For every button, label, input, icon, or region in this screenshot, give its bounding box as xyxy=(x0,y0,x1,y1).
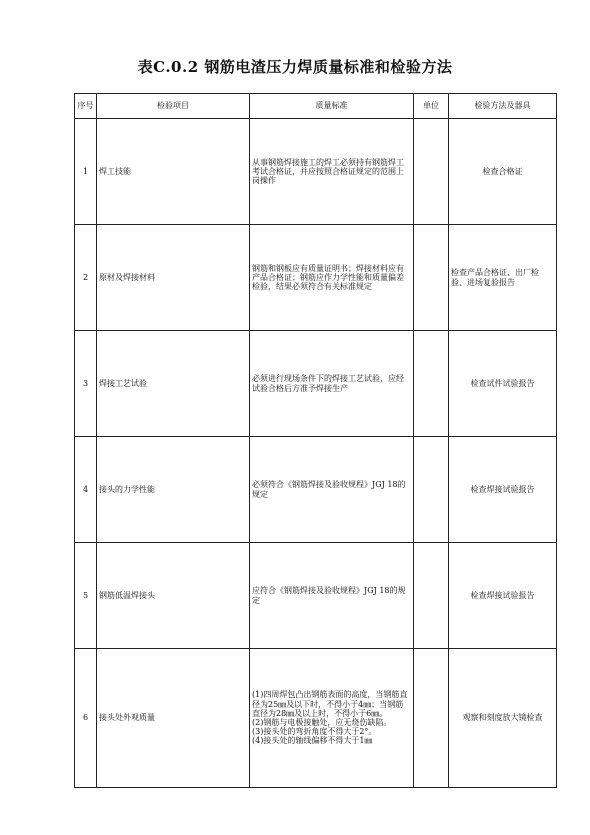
row-unit xyxy=(414,331,449,437)
row-item: 接头处外观质量 xyxy=(97,649,250,788)
table-row xyxy=(75,119,557,225)
row-unit xyxy=(414,649,449,788)
row-unit xyxy=(414,119,449,225)
row-standard: 钢筋和钢板应有质量证明书；焊接材料应有产品合格证；钢筋应作力学性能和质量偏差检验，结果必须符合有关标准规定 xyxy=(250,225,414,331)
row-item: 焊接工艺试验 xyxy=(97,331,250,437)
row-standard: 应符合《钢筋焊接及验收规程》JGJ 18的规定 xyxy=(250,543,414,649)
row-standard: 必须符合《钢筋焊接及验收规程》JGJ 18的规定 xyxy=(250,437,414,543)
row-item: 接头的力学性能 xyxy=(97,437,250,543)
row-item: 钢筋低温焊接头 xyxy=(97,543,250,649)
row-no: 1 xyxy=(75,119,97,225)
row-item: 原材及焊接材料 xyxy=(97,225,250,331)
table-title: 表C.0.2 钢筋电渣压力焊质量标准和检验方法 xyxy=(137,58,453,76)
row-standard xyxy=(250,649,414,788)
header-unit: 单位 xyxy=(414,94,449,119)
row-method: 检查产品合格证、出厂检验、进场复验报告 xyxy=(449,225,557,331)
row-method: 检查焊接试验报告 xyxy=(449,437,557,543)
row-no: 2 xyxy=(75,225,97,331)
header-no: 序号 xyxy=(75,94,97,119)
standard-line: (3)接头处的弯折角度不得大于2°。 xyxy=(252,727,377,737)
row-method: 观察和刻度放大镜检查 xyxy=(449,649,557,788)
standard-line: (1)四周焊包凸出钢筋表面的高度，当钢筋直径为25㎜及以下时，不得小于4㎜；当钢筋直径为28㎜及以上时，不得小于6㎜。 xyxy=(252,690,408,718)
row-no: 4 xyxy=(75,437,97,543)
header-standard: 质量标准 xyxy=(250,94,414,119)
row-no: 6 xyxy=(75,649,97,788)
row-unit xyxy=(414,543,449,649)
row-method: 检查合格证 xyxy=(449,119,557,225)
row-no: 3 xyxy=(75,331,97,437)
header-item: 检验项目 xyxy=(97,94,250,119)
row-item: 焊工技能 xyxy=(97,119,250,225)
table-header-row xyxy=(75,94,557,119)
row-standard: 必须进行现场条件下的焊接工艺试验，应经试验合格后方准予焊接生产 xyxy=(250,331,414,437)
table-row xyxy=(75,437,557,543)
row-method: 检查焊接试验报告 xyxy=(449,543,557,649)
standard-line: (4)接头处的轴线偏移不得大于1㎜ xyxy=(252,736,373,746)
table-row xyxy=(75,331,557,437)
standard-line: (2)钢筋与电极接触处，应无烧伤缺陷。 xyxy=(252,718,392,727)
row-standard: 从事钢筋焊接施工的焊工必须持有钢筋焊工考试合格证，并应按照合格证规定的范围上岗操作 xyxy=(250,119,414,225)
table-row xyxy=(75,543,557,649)
row-unit xyxy=(414,225,449,331)
row-no: 5 xyxy=(75,543,97,649)
quality-standard-table xyxy=(74,93,557,788)
header-method: 检验方法及器具 xyxy=(449,94,557,119)
row-method: 检查试件试验报告 xyxy=(449,331,557,437)
table-row xyxy=(75,225,557,331)
table-row xyxy=(75,649,557,788)
row-unit xyxy=(414,437,449,543)
